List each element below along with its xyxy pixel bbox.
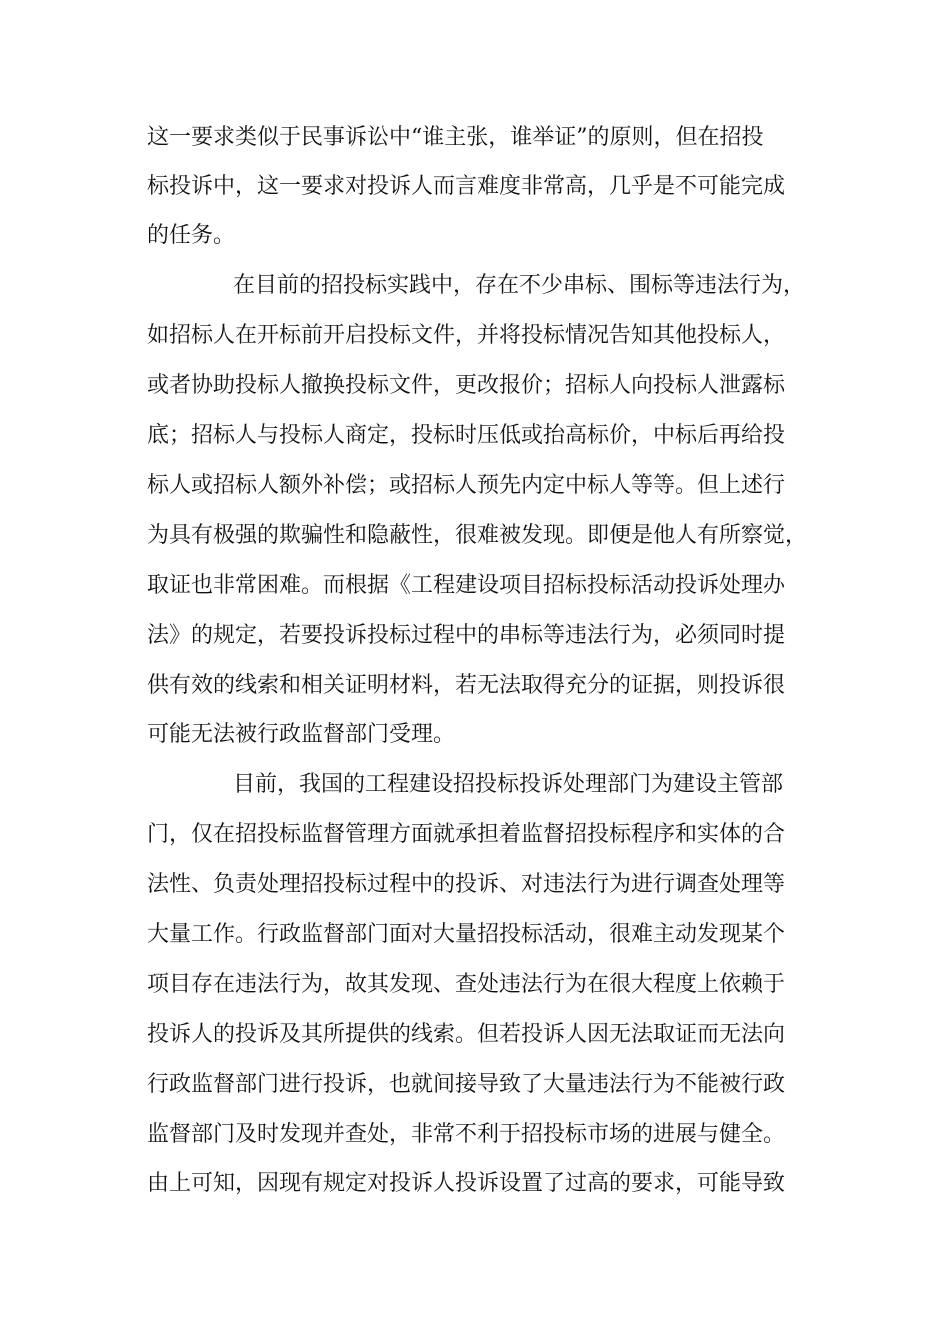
text-line-6: 或者协助投标人撤换投标文件，更改报价；招标人向投标人泄露标	[147, 373, 786, 398]
text-line-17: 大量工作。行政监督部门面对大量招投标活动，很难主动发现某个	[147, 922, 786, 947]
text-line-19: 投诉人的投诉及其所提供的线索。但若投诉人因无法取证而无法向	[147, 1022, 786, 1047]
text-line-2: 标投诉中，这一要求对投诉人而言难度非常高，几乎是不可能完成	[147, 174, 786, 199]
text-line-14: 目前，我国的工程建设招投标投诉处理部门为建设主管部	[233, 772, 784, 797]
text-line-7: 底；招标人与投标人商定，投标时压低或抬高标价，中标后再给投	[147, 423, 786, 448]
text-line-15: 门，仅在招投标监督管理方面就承担着监督招投标程序和实体的合	[147, 822, 786, 847]
text-line-9: 为具有极强的欺骗性和隐蔽性，很难被发现。即便是他人有所察觉，	[147, 523, 808, 548]
text-line-10: 取证也非常困难。而根据《工程建设项目招标投标活动投诉处理办	[147, 573, 786, 598]
text-line-1: 这一要求类似于民事诉讼中“谁主张，谁举证”的原则，但在招投	[147, 125, 764, 150]
text-line-21: 监督部门及时发现并查处，非常不利于招投标市场的进展与健全。	[147, 1122, 786, 1147]
text-line-8: 标人或招标人额外补偿；或招标人预先内定中标人等等。但上述行	[147, 473, 786, 498]
text-line-5: 如招标人在开标前开启投标文件，并将投标情况告知其他投标人，	[147, 323, 786, 348]
text-line-12: 供有效的线索和相关证明材料，若无法取得充分的证据，则投诉很	[147, 673, 786, 698]
text-line-3: 的任务。	[147, 223, 236, 248]
text-line-4: 在目前的招投标实践中，存在不少串标、围标等违法行为，	[233, 273, 806, 298]
text-line-20: 行政监督部门进行投诉，也就间接导致了大量违法行为不能被行政	[147, 1072, 786, 1097]
text-line-13: 可能无法被行政监督部门受理。	[147, 722, 456, 747]
text-line-18: 项目存在违法行为，故其发现、查处违法行为在很大程度上依赖于	[147, 972, 786, 997]
text-line-16: 法性、负责处理招投标过程中的投诉、对违法行为进行调查处理等	[147, 872, 786, 897]
text-line-11: 法》的规定，若要投诉投标过程中的串标等违法行为，必须同时提	[147, 623, 786, 648]
text-line-22: 由上可知，因现有规定对投诉人投诉设置了过高的要求，可能导致	[147, 1171, 786, 1196]
